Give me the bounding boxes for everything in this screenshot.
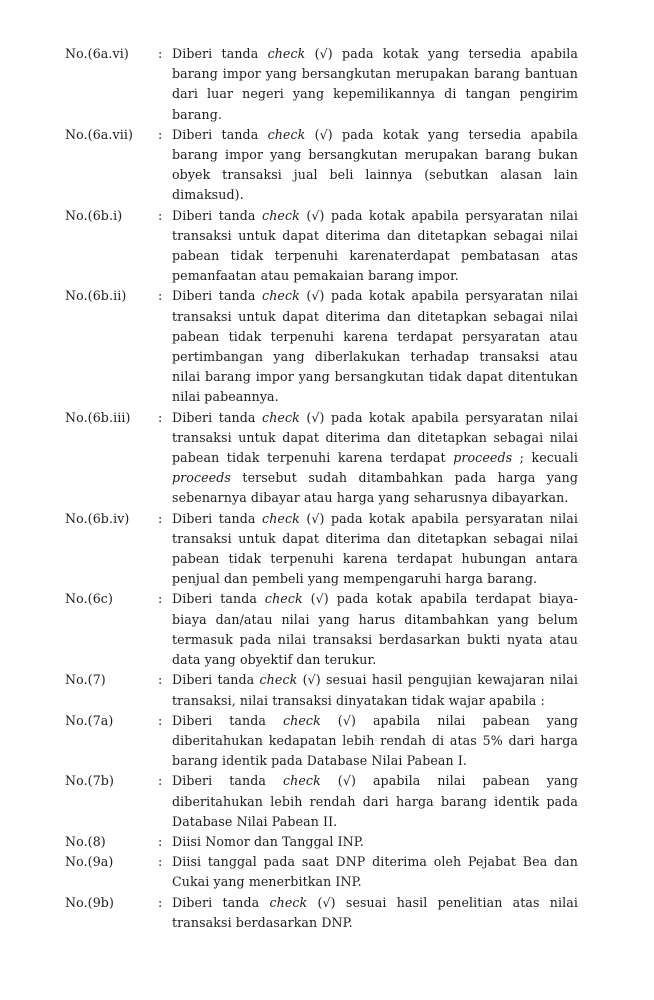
text-segment: Diberi tanda	[172, 773, 284, 789]
entry-number: No.(6b.iii)	[65, 409, 131, 425]
entry-separator: :	[158, 833, 163, 849]
text-segment: Diberi tanda	[172, 894, 270, 910]
text-segment: Diberi tanda	[172, 409, 263, 425]
italic-term: check	[262, 409, 300, 425]
text-segment: (√) pada kotak yang tersedia apabila barang impor yang bersangkutan merupakan barang bantuan dari luar negeri yang kepemilikannya di tangan pengirim barang.	[172, 46, 578, 122]
entry-number: No.(8)	[65, 833, 106, 849]
entry-description	[172, 408, 578, 509]
italic-term: check	[262, 510, 300, 526]
text-segment: (√) pada kotak apabila persyaratan nilai transaksi untuk dapat diterima dan ditetapkan sebagai nilai pabean tidak terpenuhi karena terdapat	[172, 409, 578, 466]
italic-term: proceeds	[172, 470, 231, 486]
entry-separator: :	[158, 712, 163, 728]
entry-separator: :	[158, 409, 163, 425]
text-segment: tersebut sudah ditambahkan pada harga yang sebenarnya dibayar atau harga yang seharusnya dibayarkan.	[172, 470, 578, 506]
italic-term: check	[283, 773, 321, 789]
italic-term: check	[267, 46, 306, 61]
entry-separator: :	[158, 46, 163, 61]
instruction-entry	[65, 125, 578, 206]
entry-description	[172, 125, 578, 206]
entry-number: No.(6a.vi)	[65, 46, 129, 61]
text-segment: Diberi tanda	[172, 591, 265, 607]
text-segment: (√) sesuai hasil penelitian atas nilai transaksi berdasarkan DNP.	[172, 894, 578, 930]
entry-number: No.(6c)	[65, 591, 113, 607]
text-segment: (√) pada kotak apabila persyaratan nilai transaksi untuk dapat diterima dan ditetapkan sebagai nilai pabean tidak terpenuhi karena terdapat hubungan antara penjual dan pembeli yang mempengaruhi harga barang.	[172, 510, 578, 587]
instruction-entry	[65, 771, 578, 832]
entry-description	[172, 852, 578, 892]
instruction-entry	[65, 206, 578, 287]
text-segment: Diisi Nomor dan Tanggal INP.	[172, 833, 364, 849]
text-segment: (√) pada kotak apabila persyaratan nilai transaksi untuk dapat diterima dan ditetapkan sebagai nilai pabean tidak terpenuhi karenaterdapat pembatasan atas pemanfaatan atau pemakaian barang impor.	[172, 207, 578, 284]
entry-number: No.(6b.iv)	[65, 510, 130, 526]
text-segment: Diberi tanda	[172, 510, 263, 526]
text-segment: Diberi tanda	[172, 207, 263, 223]
entry-separator: :	[158, 894, 163, 910]
text-segment: ; kecuali	[512, 450, 579, 466]
entry-description	[172, 206, 578, 287]
entry-description	[172, 589, 578, 670]
entry-number: No.(6a.vii)	[65, 126, 134, 142]
entry-number: No.(9a)	[65, 854, 114, 870]
entry-number: No.(6b.i)	[65, 207, 123, 223]
text-segment: (√) apabila nilai pabean yang diberitahukan kedapatan lebih rendah di atas 5% dari harga barang identik pada Database Nilai Pabean I.	[172, 712, 578, 769]
instruction-entry	[65, 832, 578, 852]
entry-description	[172, 286, 578, 407]
text-segment: (√) apabila nilai pabean yang diberitahukan lebih rendah dari harga barang identik pada Database Nilai Pabean II.	[172, 773, 578, 829]
entry-description	[172, 771, 578, 832]
entry-number: No.(7b)	[65, 773, 114, 789]
instruction-entry	[65, 852, 578, 892]
italic-term: proceeds	[453, 450, 513, 466]
instruction-entry	[65, 893, 578, 933]
entry-separator: :	[158, 288, 163, 304]
text-segment: Diberi tanda	[172, 672, 260, 688]
italic-term: check	[269, 894, 308, 910]
instruction-entry	[65, 589, 578, 670]
entry-separator: :	[158, 773, 163, 789]
entry-description	[172, 832, 578, 852]
entry-separator: :	[158, 672, 163, 688]
instruction-list	[65, 44, 578, 933]
entry-separator: :	[158, 207, 163, 223]
text-segment: (√) pada kotak yang tersedia apabila barang impor yang bersangkutan merupakan barang bukan obyek transaksi jual beli lainnya (sebutkan alasan lain dimaksud).	[172, 126, 578, 203]
instruction-entry	[65, 286, 578, 407]
instruction-entry	[65, 408, 578, 509]
text-segment: Diberi tanda	[172, 288, 263, 304]
italic-term: check	[262, 288, 300, 304]
entry-separator: :	[158, 591, 163, 607]
entry-description	[172, 670, 578, 710]
italic-term: check	[264, 591, 303, 607]
entry-separator: :	[158, 510, 163, 526]
italic-term: check	[259, 672, 298, 688]
entry-number: No.(9b)	[65, 894, 114, 910]
entry-number: No.(6b.ii)	[65, 288, 127, 304]
entry-number: No.(7a)	[65, 712, 114, 728]
text-segment: Diberi tanda	[172, 126, 268, 142]
text-segment: (√) sesuai hasil pengujian kewajaran nilai transaksi, nilai transaksi dinyatakan tidak wajar apabila :	[172, 672, 578, 708]
italic-term: check	[262, 207, 300, 223]
instruction-entry	[65, 509, 578, 590]
text-segment: Diberi tanda	[172, 712, 284, 728]
entry-description	[172, 893, 578, 933]
instruction-entry	[65, 711, 578, 772]
entry-description	[172, 711, 578, 772]
entry-description	[172, 509, 578, 590]
entry-separator: :	[158, 854, 163, 870]
instruction-entry	[65, 670, 578, 710]
text-segment: Diisi tanggal pada saat DNP diterima oleh Pejabat Bea dan Cukai yang menerbitkan INP.	[172, 854, 578, 890]
text-segment: (√) pada kotak apabila terdapat biaya-biaya dan/atau nilai yang harus ditambahkan yang belum termasuk pada nilai transaksi berdasarkan bukti nyata atau data yang obyektif dan terukur.	[172, 591, 578, 668]
entry-description	[172, 44, 578, 125]
text-segment: Diberi tanda	[172, 46, 268, 61]
instruction-entry	[65, 44, 578, 125]
italic-term: check	[267, 126, 306, 142]
text-segment: (√) pada kotak apabila persyaratan nilai transaksi untuk dapat diterima dan ditetapkan sebagai nilai pabean tidak terpenuhi karena terdapat persyaratan atau pertimbangan yang diberlakukan terhadap transaksi atau nilai barang impor yang bersangkutan tidak dapat ditentukan nilai pabeannya.	[172, 288, 578, 405]
entry-number: No.(7)	[65, 672, 106, 688]
entry-separator: :	[158, 126, 163, 142]
italic-term: check	[283, 712, 321, 728]
